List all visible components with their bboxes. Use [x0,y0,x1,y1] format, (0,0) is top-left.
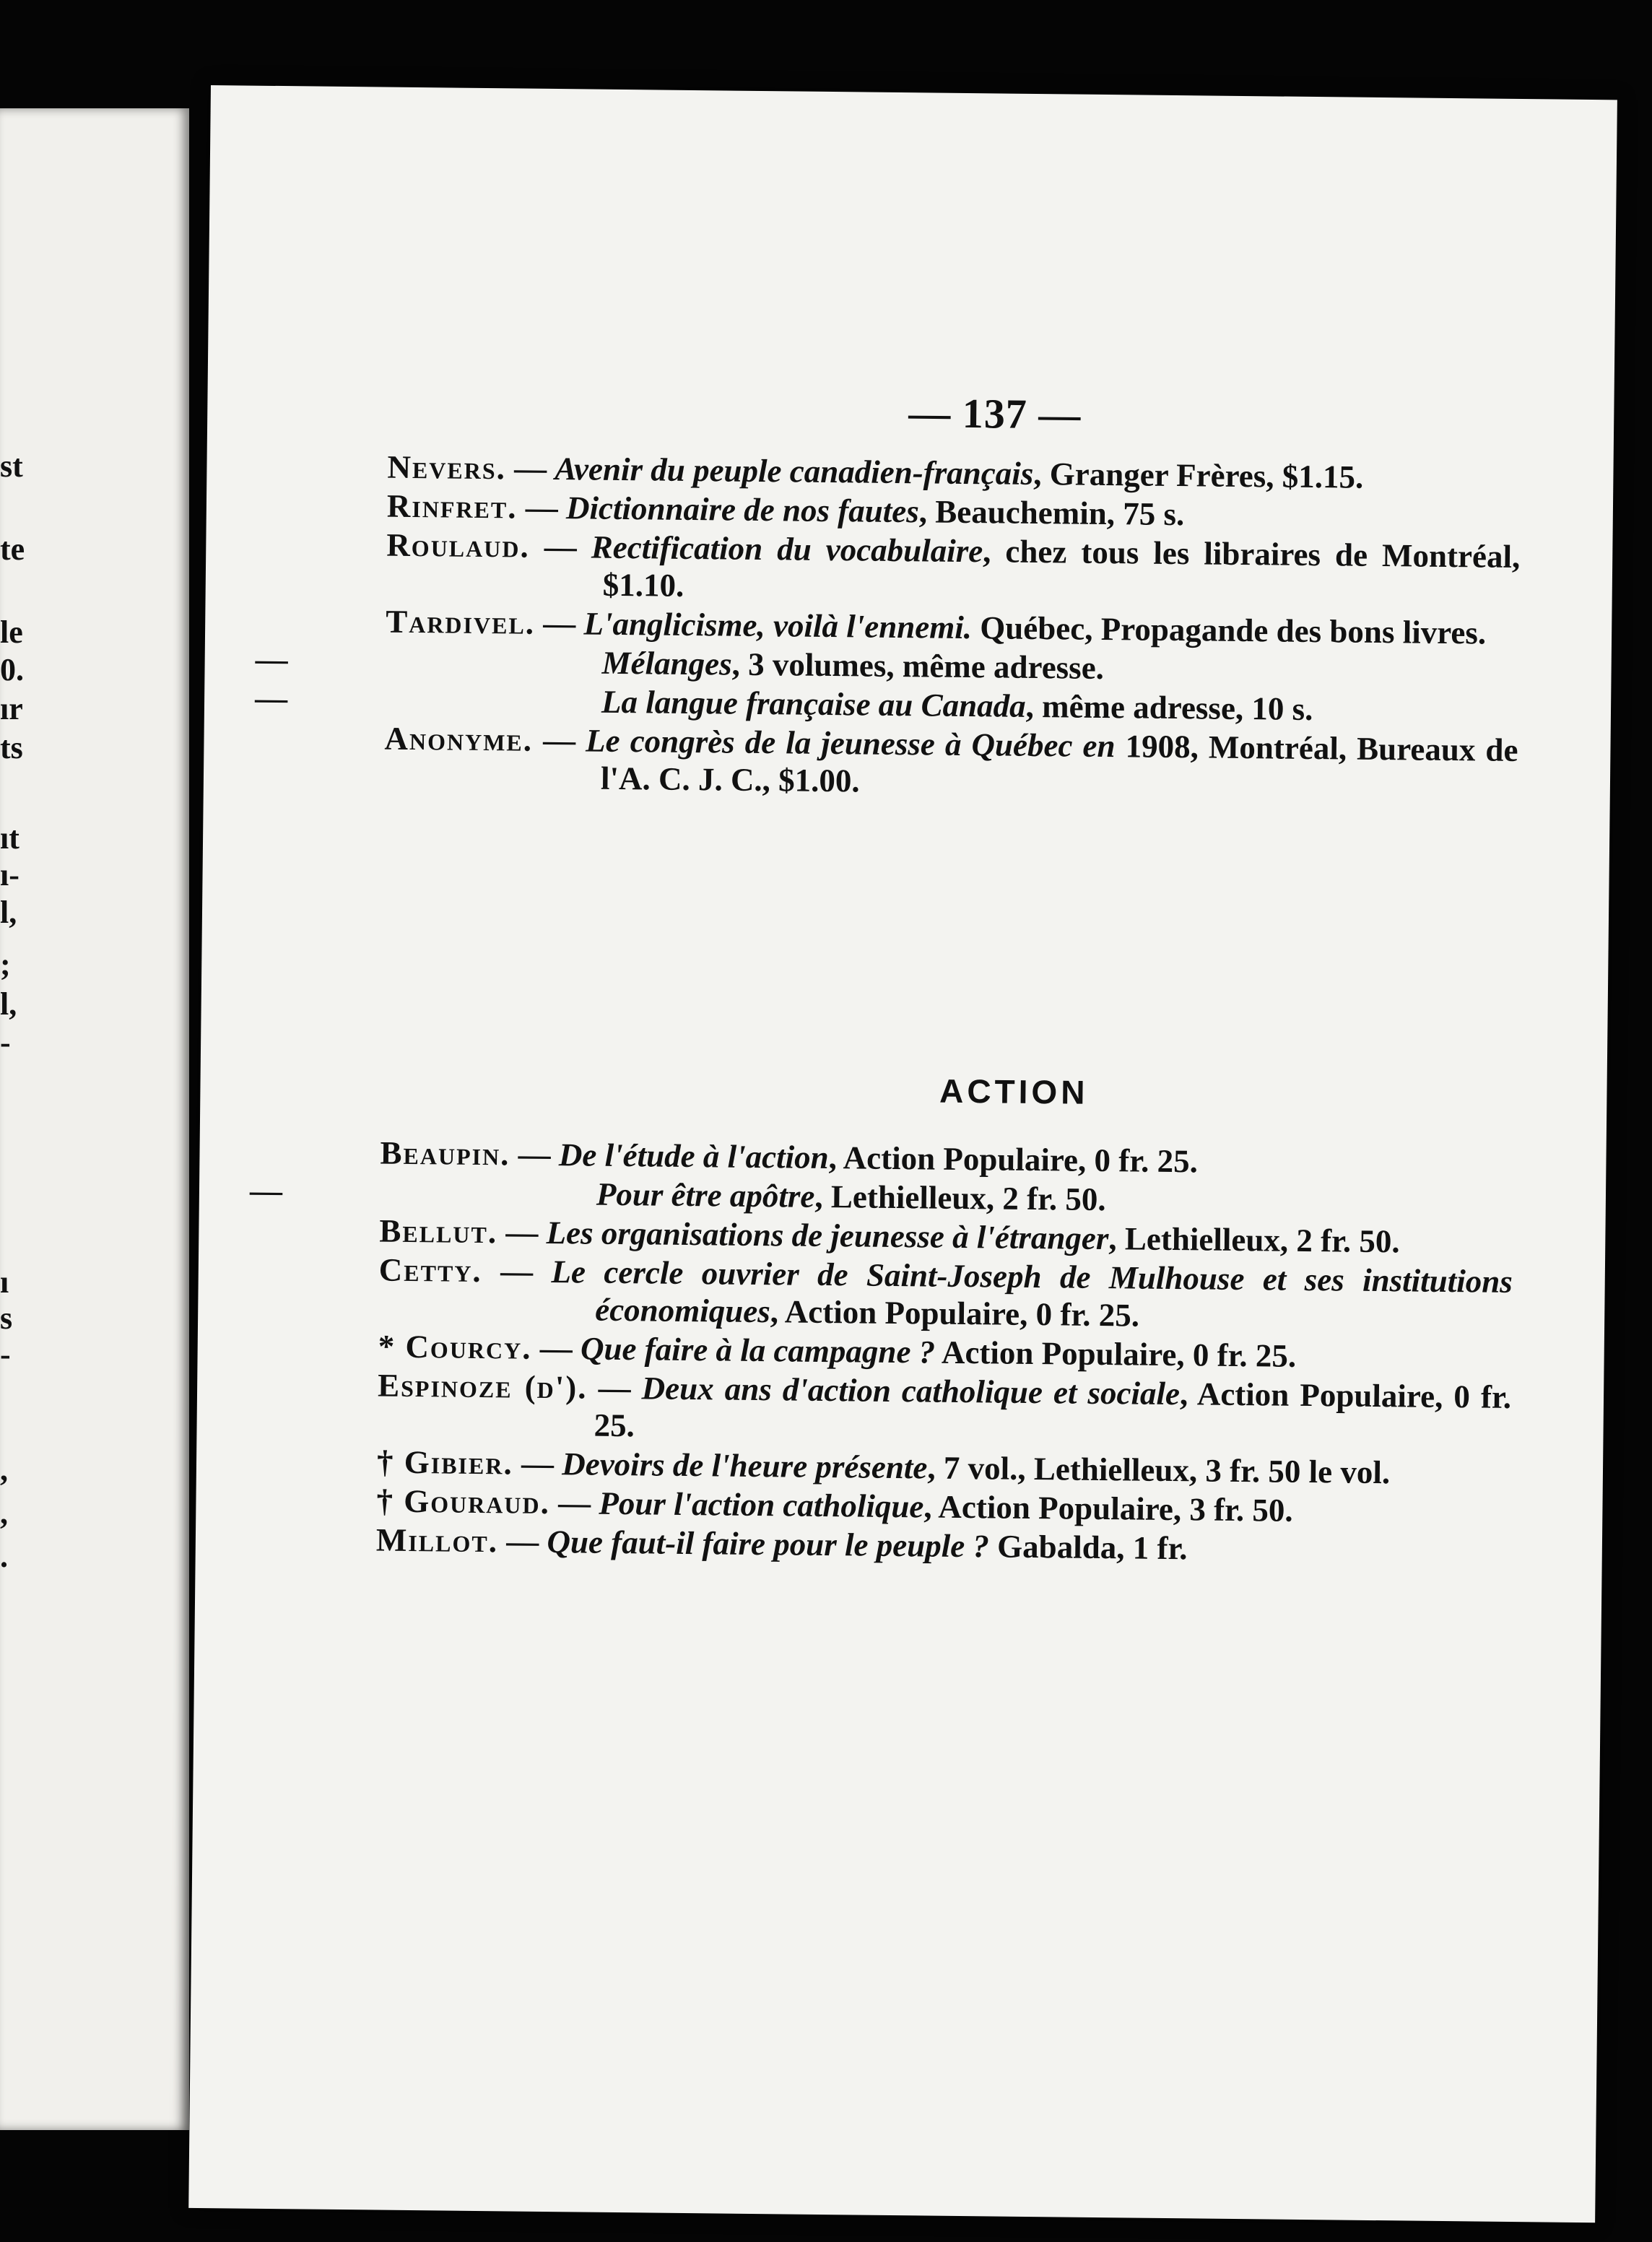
entry-publisher: , Lethielleux, 2 fr. 50. [1108,1220,1400,1260]
entry-title: Que faut-il faire pour le peuple ? [547,1523,990,1565]
left-page-fragment: ı- [0,857,19,892]
entry-author: * Courcy. [378,1328,532,1366]
left-page-fragment: s [0,1300,13,1336]
entry-title: Le cercle ouvrier de Saint-Joseph de Mulhouse et ses institutions économiques [551,1253,1513,1330]
entry-author: Cetty. [378,1251,482,1290]
left-page-fragment: le [0,614,23,650]
bibliography-entry [384,720,1518,807]
entry-author: Roulaud. [386,526,531,565]
entry-publisher: , même adresse, 10 s. [1025,687,1313,728]
left-page-fragment: l, [0,895,17,930]
entry-publisher: , Lethielleux, 2 fr. 50. [814,1178,1106,1218]
entry-publisher: , Beauchemin, 75 s. [918,493,1185,533]
entry-title: La langue française au Canada [601,683,1026,724]
entry-separator: — [517,489,567,526]
bibliography-list-action [249,1134,1514,1570]
entry-publisher: , Action Populaire, 0 fr. 25. [828,1139,1199,1180]
left-page-fragment: ıt [0,820,19,856]
entry-publisher: Québec, Propagande des bons livres. [971,609,1487,651]
entry-author: Tardivel. [385,603,536,641]
entry-title: Devoirs de l'heure présente [561,1446,928,1486]
entry-author: Espinoze (d'). [377,1367,588,1406]
left-page-fragment: - [0,1025,11,1060]
entry-author: Anonyme. [384,720,534,758]
entry-author: Beaupin. [380,1134,510,1173]
entry-title: Les organisations de jeunesse à l'étranger [546,1214,1109,1257]
entry-separator: — [531,1329,581,1367]
entry-publisher: , Granger Frères, $1.15. [1033,455,1364,495]
bibliography-entry [377,1367,1511,1454]
entry-separator: — [532,721,586,759]
left-page-fragment: , [0,1452,8,1487]
bibliography-entry [378,1251,1513,1338]
left-page-fragment: . [0,1539,8,1574]
entry-title: Rectification du vocabulaire [591,529,983,570]
entry-publisher: 1908, Montréal, Bureaux de l'A. C. J. C., $1.00. [600,728,1518,799]
entry-title: De l'étude à l'action [558,1137,829,1176]
entry-publisher: , Action Populaire, 0 fr. 25. [594,1376,1512,1444]
left-page-fragment: ır [0,691,23,726]
left-page-fragment: - [0,1337,11,1372]
entry-title: Le congrès de la jeunesse à Québec en [585,722,1116,765]
entry-author: Bellut. [379,1212,498,1251]
entry-title: L'anglicisme, voilà l'ennemi. [583,605,973,646]
entry-publisher: Action Populaire, 0 fr. 25. [934,1334,1297,1374]
entry-publisher: , 3 volumes, même adresse. [731,646,1105,686]
entry-separator: — [587,1369,642,1407]
entry-publisher: , Action Populaire, 3 fr. 50. [923,1488,1293,1529]
entry-author: Millot. [375,1521,499,1560]
entry-title: Dictionnaire de nos fautes [565,490,920,530]
left-page-fragment: ı [0,1264,9,1300]
left-page-fragment: te [0,531,25,567]
entry-title: Pour être apôtre [596,1176,815,1215]
entry-title: Que faire à la campagne ? [580,1330,936,1370]
left-page-fragment: 0. [0,652,24,687]
entry-publisher: , Action Populaire, 0 fr. 25. [770,1293,1140,1334]
left-page-fragment: , [0,1495,8,1531]
entry-publisher: , chez tous les libraires de Montréal, $1.10. [602,533,1521,604]
entry-separator: — [497,1214,547,1251]
entry-separator: — [529,528,592,565]
entry-separator: — [549,1485,599,1521]
left-page-edge [0,108,189,2130]
section-title: ACTION [939,1072,1089,1111]
entry-author: Nevers. [387,448,507,487]
entry-separator: — [497,1523,547,1560]
entry-title: Mélanges [601,644,732,682]
entry-separator: — [513,1445,562,1482]
entry-author: † Gibier. [376,1443,514,1482]
left-page-fragment: ts [0,730,23,765]
ditto-dash: — [249,1172,283,1209]
page-number: — 137 — [908,389,1082,438]
entry-title: Deux ans d'action catholique et sociale [641,1370,1181,1412]
left-page-fragment: ; [0,947,11,982]
ditto-dash: — [255,640,288,678]
entry-author: Rinfret. [386,487,518,526]
book-page [188,85,1617,2223]
ditto-dash: — [254,679,288,717]
entry-title: Avenir du peuple canadien-français [555,451,1034,492]
bibliography-entry [386,526,1521,613]
entry-title: Pour l'action catholique [599,1485,924,1525]
left-page-fragment: l, [0,986,17,1022]
bibliography-list-language [254,448,1521,807]
entry-separator: — [510,1136,560,1173]
entry-publisher: Gabalda, 1 fr. [988,1528,1188,1567]
left-page-fragment: st [0,448,23,484]
entry-author: † Gouraud. [376,1482,551,1521]
entry-separator: — [534,604,584,642]
entry-publisher: , 7 vol., Lethielleux, 3 fr. 50 le vol. [927,1449,1391,1491]
entry-separator: — [482,1253,552,1290]
entry-separator: — [505,450,555,487]
